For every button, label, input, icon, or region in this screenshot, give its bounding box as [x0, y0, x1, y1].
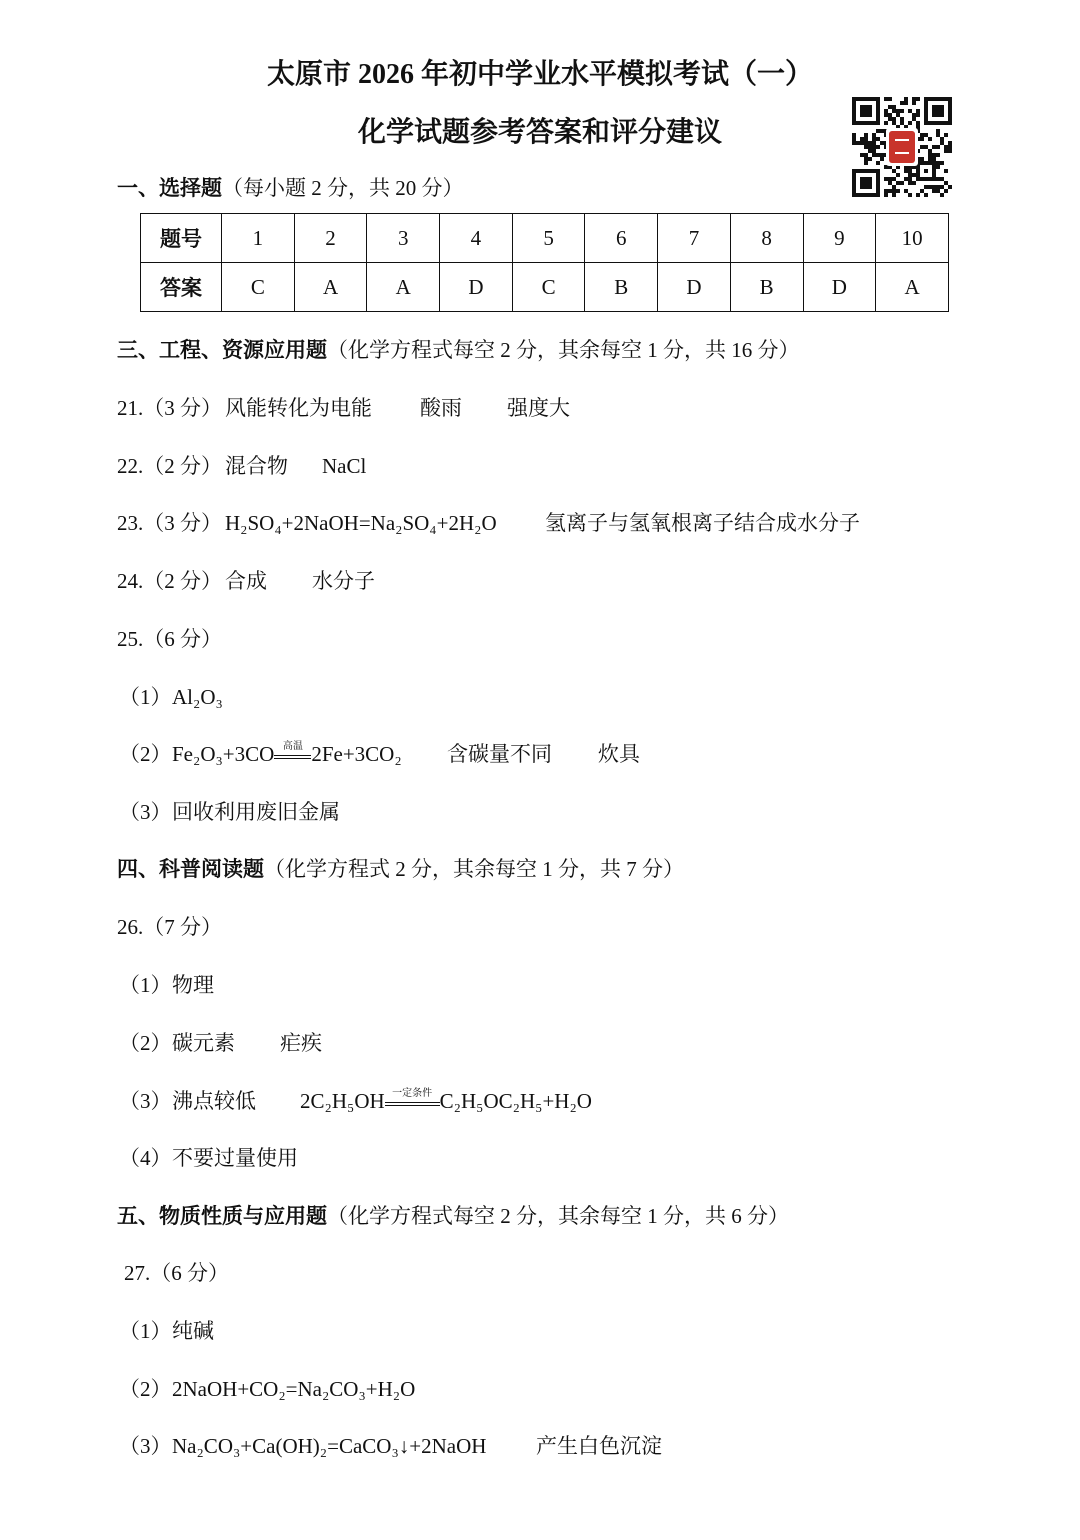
table-cell: 5: [512, 214, 585, 263]
table-cell: B: [585, 263, 658, 312]
section-title: 三、工程、资源应用题: [117, 338, 327, 362]
section-note: （化学方程式 2 分，其余每空 1 分，共 7 分）: [264, 857, 684, 881]
question-27: [0, 1259, 1080, 1287]
chemical-equation: H₂SO₄+2NaOH=Na₂SO₄+2H₂O: [225, 511, 497, 535]
page-title: 太原市 2026 年初中学业水平模拟考试（一）: [266, 59, 813, 90]
table-cell: 4: [440, 214, 513, 263]
chemical-equation: 2NaOH+CO₂=Na₂CO₃+H₂O: [172, 1377, 416, 1401]
table-cell: 1: [222, 214, 295, 263]
question-label: 23.（3 分）: [117, 511, 222, 535]
answer-text: 碳元素: [172, 1031, 235, 1055]
table-row-numbers: [141, 214, 949, 263]
question-23: [0, 509, 1080, 537]
question-label: 25.（6 分）: [117, 627, 222, 651]
question-label: 24.（2 分）: [117, 569, 222, 593]
table-cell: 9: [803, 214, 876, 263]
question-27-part-1: [0, 1317, 1080, 1345]
chemical-formula: Al₂O₃: [172, 685, 223, 709]
qr-logo-mark: [895, 139, 909, 141]
table-cell: 2: [294, 214, 367, 263]
table-cell: 7: [658, 214, 731, 263]
page-subtitle: 化学试题参考答案和评分建议: [357, 117, 722, 148]
table-cell: D: [658, 263, 731, 312]
equation-products: 2Fe+3CO₂: [311, 742, 402, 766]
condition-text: 一定条件: [392, 1088, 433, 1099]
section-title: 五、物质性质与应用题: [117, 1204, 327, 1228]
answer-text: 纯碱: [172, 1319, 214, 1343]
chemical-equation: [172, 740, 402, 768]
answer-text: 疟疾: [280, 1031, 322, 1055]
question-26: [0, 913, 1080, 941]
question-22: [0, 452, 1080, 480]
table-cell: C: [512, 263, 585, 312]
double-line-sign: [385, 1102, 440, 1106]
section-note: （每小题 2 分，共 20 分）: [222, 176, 464, 200]
answer-text: 炊具: [598, 742, 640, 766]
row-header: 答案: [141, 263, 222, 312]
answer-text: 产生白色沉淀: [536, 1434, 662, 1458]
section-note: （化学方程式每空 2 分，其余每空 1 分，共 6 分）: [327, 1204, 789, 1228]
answer-text: 风能转化为电能: [225, 396, 372, 420]
answer-text: 合成: [225, 569, 267, 593]
answer-text: 酸雨: [420, 396, 462, 420]
part-number: （3）: [119, 800, 172, 824]
section-note: （化学方程式每空 2 分，其余每空 1 分，共 16 分）: [327, 338, 800, 362]
part-number: （1）: [119, 973, 172, 997]
section-properties-heading: [0, 1202, 1080, 1230]
section-title: 一、选择题: [117, 176, 222, 200]
question-25-part-2: [0, 740, 1080, 768]
part-number: （3）: [119, 1089, 172, 1113]
chemical-equation: Na₂CO₃+Ca(OH)₂=CaCO₃↓+2NaOH: [172, 1434, 487, 1458]
section-reading-heading: [0, 855, 1080, 883]
table-cell: 10: [876, 214, 949, 263]
reaction-condition: [385, 1087, 440, 1115]
table-cell: A: [294, 263, 367, 312]
qr-logo-mark: [895, 152, 909, 154]
question-27-part-3: [0, 1432, 1080, 1460]
question-26-part-2: [0, 1029, 1080, 1057]
question-label: 27.（6 分）: [124, 1261, 229, 1285]
question-21: [0, 394, 1080, 422]
question-25: [0, 625, 1080, 653]
table-cell: 8: [730, 214, 803, 263]
part-number: （1）: [119, 685, 172, 709]
answer-text: 含碳量不同: [447, 742, 552, 766]
table-cell: D: [440, 263, 513, 312]
answer-text: 强度大: [507, 396, 570, 420]
table-cell: D: [803, 263, 876, 312]
reaction-condition: [274, 740, 311, 768]
question-label: 21.（3 分）: [117, 396, 222, 420]
table-cell: 6: [585, 214, 658, 263]
equation-reactants: Fe₂O₃+3CO: [172, 742, 275, 766]
equation-products: C₂H₅OC₂H₅+H₂O: [439, 1089, 592, 1113]
part-number: （2）: [119, 1031, 172, 1055]
double-line-sign: [274, 755, 311, 759]
answer-text: 水分子: [312, 569, 375, 593]
part-number: （3）: [119, 1434, 172, 1458]
question-26-part-4: [0, 1144, 1080, 1172]
question-label: 22.（2 分）: [117, 454, 222, 478]
answer-text: 混合物: [225, 454, 288, 478]
answer-text: 不要过量使用: [172, 1146, 298, 1170]
qr-logo: [889, 131, 915, 163]
question-26-part-3: [0, 1087, 1080, 1115]
table-cell: A: [367, 263, 440, 312]
question-26-part-1: [0, 971, 1080, 999]
answer-text: 氢离子与氢氧根离子结合成水分子: [545, 511, 860, 535]
section-title: 四、科普阅读题: [117, 857, 264, 881]
question-25-part-1: [0, 683, 1080, 711]
section-choice-heading: [0, 174, 1080, 202]
condition-text: 高温: [282, 741, 303, 752]
answer-text: NaCl: [322, 454, 367, 478]
table-cell: 3: [367, 214, 440, 263]
table-cell: C: [222, 263, 295, 312]
part-number: （4）: [119, 1146, 172, 1170]
row-header: 题号: [141, 214, 222, 263]
choice-answer-table: [140, 213, 949, 312]
part-number: （2）: [119, 742, 172, 766]
answer-text: 沸点较低: [172, 1089, 256, 1113]
question-27-part-2: [0, 1375, 1080, 1403]
table-row-answers: [141, 263, 949, 312]
question-24: [0, 567, 1080, 595]
section-engineering-heading: [0, 336, 1080, 364]
answer-text: 物理: [172, 973, 214, 997]
part-number: （1）: [119, 1319, 172, 1343]
part-number: （2）: [119, 1377, 172, 1401]
question-25-part-3: [0, 798, 1080, 826]
chemical-equation: [300, 1087, 592, 1115]
table-cell: A: [876, 263, 949, 312]
question-label: 26.（7 分）: [117, 915, 222, 939]
table-cell: B: [730, 263, 803, 312]
equation-reactants: 2C₂H₅OH: [300, 1089, 385, 1113]
answer-text: 回收利用废旧金属: [172, 800, 340, 824]
